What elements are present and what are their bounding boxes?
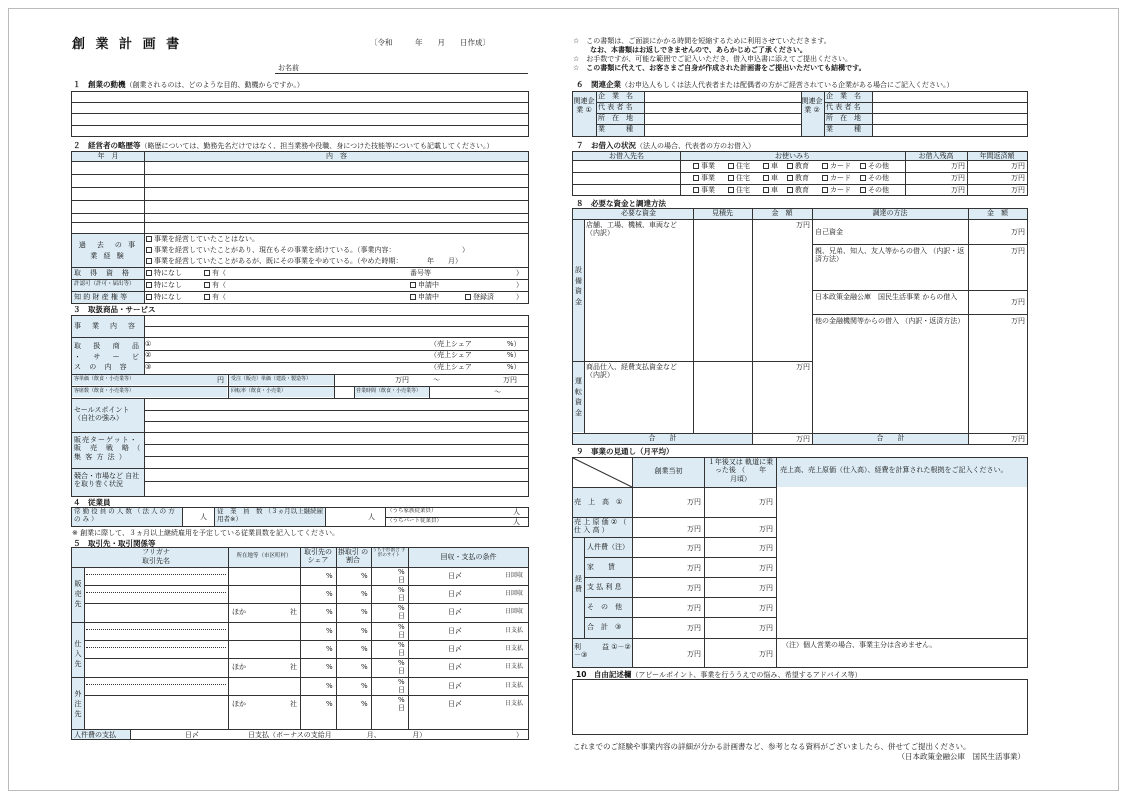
- outlook-sales-label: 売 上 高 ①: [574, 498, 623, 506]
- section-2-heading: ２ 経営者の略歴等（略歴については、勤務先名だけではなく、担当業務や役職、身につけた技能等についても記載してください。）: [73, 141, 494, 150]
- jfc-loan-label: 日本政策金融公庫 国民生活事業 からの借入: [815, 293, 958, 301]
- outlook-other-label: そ の 他: [587, 603, 622, 611]
- outlook-after-unit: 万円: [759, 604, 773, 612]
- loan-2-opt-1[interactable]: 事業: [693, 174, 715, 182]
- partner-cutoff: 日〆: [448, 627, 462, 635]
- loan-1-opt-5[interactable]: カード: [822, 162, 851, 170]
- section-7-heading: ７ お借入の状況（法人の場合、代表者の方のお借入）: [576, 141, 755, 150]
- rel2-company: 企 業 名: [826, 92, 861, 100]
- outlook-after-unit: 万円: [759, 584, 773, 592]
- partner-cutoff: 日〆: [448, 572, 462, 580]
- past-option-1[interactable]: 事業を経営していたことはない。: [146, 235, 259, 243]
- outlook-labor-label: 人件費（注）: [587, 543, 629, 551]
- salary-label: 人件費の支払: [74, 731, 116, 739]
- partner-credit-unit: %: [361, 590, 368, 598]
- outlook-cost-label: 売 上 原 価 ② （ 仕 入 高 ）: [574, 518, 627, 535]
- partner-terms-day: 日支払: [505, 645, 524, 652]
- partner-cutoff: 日〆: [448, 608, 462, 616]
- partner-share-unit: %: [326, 645, 333, 653]
- partner-credit-unit: %: [361, 682, 368, 690]
- partner-share-unit: %: [326, 682, 333, 690]
- loan-1-opt-2[interactable]: 住宅: [728, 162, 750, 170]
- part-staff-label: （うちパート従業員）: [387, 518, 443, 524]
- purchase-partner-label: 仕入先: [74, 640, 82, 668]
- motive-box[interactable]: [71, 91, 529, 137]
- amount2-header: 金 額: [987, 209, 1008, 217]
- partner-site-day: 日: [398, 649, 405, 657]
- loan-3-balance-unit: 万円: [951, 186, 965, 194]
- partner-cutoff: 日〆: [448, 663, 462, 671]
- product-2-share: （売上シェア %）: [430, 351, 521, 359]
- qualification-label: 取 得 資 格: [74, 269, 130, 277]
- own-funds-unit: 万円: [1011, 228, 1025, 236]
- section-8-heading: ８ 必要な資金と調達方法: [576, 199, 666, 208]
- partner-terms-day: 日回収: [505, 590, 524, 597]
- notice-4: ☆ この書類に代えて、お客さまご自身が作成された計画書をご提出いただいても結構です。: [573, 64, 866, 72]
- partner-site-pct: %: [398, 659, 405, 667]
- partner-share-unit: %: [326, 663, 333, 671]
- outlook-table: [572, 457, 1028, 668]
- rel1-rep: 代 表 者 名: [598, 103, 633, 111]
- outlook-start-unit: 万円: [687, 604, 701, 612]
- partner-hoka: ほか: [232, 663, 246, 671]
- partner-site-day: 日: [398, 631, 405, 639]
- jfc-loan-unit: 万円: [1011, 298, 1025, 306]
- permit-close: ）: [516, 281, 523, 289]
- outlook-expenses-label: 経費: [575, 575, 582, 593]
- amount-header: 金 額: [771, 209, 793, 217]
- loan-2-opt-6[interactable]: その他: [860, 174, 889, 182]
- partner-credit-unit: %: [361, 608, 368, 616]
- related-1-label: 関連企業 ①: [573, 97, 595, 115]
- partner-site-pct: %: [398, 623, 405, 631]
- outlook-after-unit: 万円: [759, 525, 773, 533]
- hours-tilde: ～: [494, 388, 501, 396]
- section-3-heading: ３ 取扱商品・サービス: [73, 305, 156, 314]
- partner-site-day: 日: [398, 594, 405, 602]
- partner-sha: 社: [290, 663, 297, 671]
- name-input[interactable]: [305, 62, 525, 73]
- lender-header: お借入先名: [609, 152, 644, 160]
- products-label: 取 扱 商 品 ・ サ ー ビ ス の 内 容: [74, 342, 142, 371]
- credit-ratio-label: 掛取引 の割合: [337, 548, 369, 565]
- outlook-after-unit: 万円: [759, 624, 773, 632]
- permit-applying[interactable]: 申請中: [410, 281, 439, 289]
- partner-site-day: 日: [398, 686, 405, 694]
- avg-label: 回転率（飲食・小売業）: [231, 388, 287, 394]
- salary-terms: 日〆 日支払（ボーナスの支給月 月、 月）: [185, 731, 427, 739]
- past-experience-label: 過 去 の 事 業 経 験: [78, 241, 138, 261]
- loan-3-opt-6[interactable]: その他: [860, 186, 889, 194]
- loan-1-opt-4[interactable]: 教育: [787, 162, 809, 170]
- need-total-unit: 万円: [796, 435, 810, 443]
- outlook-start-unit: 万円: [687, 544, 701, 552]
- partner-sha: 社: [290, 608, 297, 616]
- outlook-after-unit: 万円: [759, 498, 773, 506]
- section-10-heading: 10 自由記述欄（アピールポイント、事業を行ううえでの悩み、希望するアドバイス等）: [576, 670, 862, 679]
- footer-org: （日本政策金融公庫 国民生活事業）: [897, 752, 1025, 761]
- estimate-header: 見積先: [712, 209, 733, 217]
- exec-count-unit: 人: [200, 513, 207, 521]
- outlook-basis-header: 売上高、売上原価（仕入高）、経費を計算された根拠をご記入ください。: [780, 466, 1008, 474]
- outlook-start-unit: 万円: [687, 650, 701, 658]
- loan-3-opt-2[interactable]: 住宅: [728, 186, 750, 194]
- rel2-biz: 業 種: [826, 125, 861, 133]
- partner-credit-unit: %: [361, 663, 368, 671]
- section-9-heading: ９ 事業の見通し（月平均）: [576, 447, 674, 456]
- outlook-start-unit: 万円: [687, 498, 701, 506]
- partner-hoka: ほか: [232, 608, 246, 616]
- partner-terms-day: 日支払: [505, 700, 524, 707]
- family-loan-unit: 万円: [1011, 247, 1025, 255]
- permit-label: 許認可（許可・届出等）: [74, 281, 135, 287]
- product-1-share: （売上シェア %）: [430, 340, 521, 348]
- notice-1: ☆ この書類は、ご面談にかかる時間を短縮するために利用させていただきます。: [573, 37, 831, 45]
- partner-share-unit: %: [326, 700, 333, 708]
- loan-2-opt-4[interactable]: 教育: [787, 174, 809, 182]
- partner-hoka: ほか: [232, 700, 246, 708]
- turnover-tilde: ～: [433, 376, 440, 384]
- partner-site-day: 日: [398, 667, 405, 675]
- outlook-interest-label: 支 払 利 息: [587, 583, 622, 591]
- partner-credit-unit: %: [361, 627, 368, 635]
- product-3-share: （売上シェア %）: [430, 363, 521, 371]
- terms-label: 回収・支払の条件: [440, 553, 497, 561]
- product-3[interactable]: ③: [145, 363, 152, 371]
- working-funds-desc: 商品仕入、経費支払資金など （内訳）: [586, 363, 677, 380]
- outlook-after-unit: 万円: [759, 650, 773, 658]
- outlook-start-unit: 万円: [687, 564, 701, 572]
- partner-site-day: 日: [398, 612, 405, 620]
- unit-price-yen: 円: [217, 376, 224, 384]
- unit-price-label: 客単価（飲食・小売業等）: [74, 376, 135, 382]
- competition-label: 競合・市場など 自社を取り巻く状況: [74, 472, 140, 489]
- method-total-unit: 万円: [1011, 435, 1025, 443]
- partner-site-pct: %: [398, 604, 405, 612]
- outlook-after-unit: 万円: [759, 564, 773, 572]
- partner-terms-day: 日支払: [505, 682, 524, 689]
- related-2-label: 関連企業 ②: [801, 97, 823, 115]
- family-loan-label: 親、兄弟、知人、友人等からの借入 （内訳・返済方法）: [815, 247, 965, 264]
- outlook-subtotal-label: 合 計 ③: [587, 623, 622, 631]
- outlook-start-unit: 万円: [687, 525, 701, 533]
- rel1-biz: 業 種: [598, 125, 633, 133]
- rel1-addr: 所 在 地: [598, 114, 633, 122]
- loan-1-opt-3[interactable]: 車: [763, 162, 778, 170]
- partner-terms-day: 日支払: [505, 627, 524, 634]
- qual-close: ）: [516, 269, 523, 277]
- outlook-after-header: １年後又は 軌道に乗った後 （ 年 月頃）: [707, 458, 781, 483]
- working-funds-label: 運転資金: [575, 377, 582, 417]
- partner-share-label: 取引先の シェア: [304, 548, 332, 565]
- qual-yes[interactable]: 有（: [204, 269, 226, 277]
- partner-share-unit: %: [326, 627, 333, 635]
- section-5-heading: ５ 取引先・取引関係等: [73, 539, 156, 548]
- partner-site-pct: %: [398, 568, 405, 576]
- loan-2-opt-5[interactable]: カード: [822, 174, 851, 182]
- loan-3-opt-3[interactable]: 車: [763, 186, 778, 194]
- notice-3: ☆ お手数ですが、可能な範囲でご記入いただき、借入申込書に添えてご提出ください。: [573, 55, 852, 63]
- turnover-man-yen-2: 万円: [503, 376, 517, 384]
- partner-site-pct: %: [398, 696, 405, 704]
- outlook-note: （注）個人営業の場合、事業主分は含めません。: [782, 641, 937, 649]
- need-header: 必要な資金: [621, 209, 656, 217]
- employees-note: ※ 創業に際して、３ヵ月以上継続雇用を予定している従業員数を記入してください。: [72, 529, 339, 537]
- ip-yes[interactable]: 有（: [204, 293, 226, 301]
- furigana-label: フリガナ: [142, 548, 170, 556]
- partner-terms-day: 日回収: [505, 572, 524, 579]
- location-label: 所在地等（市区町村）: [236, 553, 292, 559]
- loan-3-opt-5[interactable]: カード: [822, 186, 851, 194]
- ip-label: 知 的 財 産 権 等: [74, 293, 128, 301]
- partner-site-day: 日: [398, 576, 405, 584]
- outlook-start-header: 創業当初: [654, 467, 683, 475]
- name-line: [275, 73, 528, 74]
- loan-1-annual-unit: 万円: [1011, 162, 1025, 170]
- ip-close: ）: [516, 293, 523, 301]
- partner-cutoff: 日〆: [448, 682, 462, 690]
- outlook-start-unit: 万円: [687, 584, 701, 592]
- other-loan-unit: 万円: [1011, 317, 1025, 325]
- partner-site-pct: %: [398, 641, 405, 649]
- salary-close: ）: [516, 731, 523, 739]
- partner-cutoff: 日〆: [448, 645, 462, 653]
- notice-2: なお、本書類はお返しできませんので、あらかじめご了承ください。: [590, 46, 807, 54]
- rel2-addr: 所 在 地: [826, 114, 861, 122]
- outlook-rent-label: 家 賃: [587, 563, 615, 571]
- seats-label: 客席数（飲食・小売業等）: [74, 388, 135, 394]
- partner-terms-day: 日支払: [505, 663, 524, 670]
- outlook-corner-diagonal: [573, 458, 632, 487]
- partner-sha: 社: [290, 700, 297, 708]
- past-option-2[interactable]: 事業を経営していたことがあり、現在もその事業を続けている。（事業内容： ）: [146, 246, 469, 254]
- hours-label: 営業時間（飲食・小売業等）: [356, 388, 422, 394]
- col-year: 年 月: [97, 152, 119, 160]
- outlook-profit-label: 利 益 ①－②－③: [574, 643, 631, 660]
- qual-none[interactable]: 特になし: [146, 269, 182, 277]
- method-total-label: 合 計: [876, 434, 905, 442]
- equipment-funds-desc: 店舗、工場、機械、車両など （内訳）: [586, 221, 677, 238]
- part-staff-unit: 人: [513, 518, 520, 526]
- creation-date: 〔令和 年 月 日作成〕: [370, 38, 490, 47]
- name-label: お名前: [278, 64, 299, 72]
- partner-site-day: 日: [398, 704, 405, 712]
- staff-count-label: 従 業 員 数 （３ヵ月以上継続雇用者※）: [217, 507, 324, 523]
- balance-header: お借入残高: [918, 152, 954, 160]
- partner-share-unit: %: [326, 590, 333, 598]
- col-content: 内 容: [326, 152, 347, 160]
- rel1-company: 企 業 名: [598, 92, 633, 100]
- method-header: 調達の方法: [872, 209, 908, 217]
- sales-point-label: セールスポイント （自社の強み）: [74, 406, 130, 423]
- loan-2-opt-2[interactable]: 住宅: [728, 174, 750, 182]
- annual-header: 年間返済額: [979, 152, 1015, 160]
- need-total-label: 合 計: [648, 434, 677, 442]
- sales-partner-label: 販売先: [74, 580, 82, 608]
- outlook-start-unit: 万円: [687, 624, 701, 632]
- loan-3-opt-1[interactable]: 事業: [693, 186, 715, 194]
- family-staff-unit: 人: [513, 508, 520, 516]
- equipment-amount-unit: 万円: [796, 221, 810, 229]
- own-funds-label: 自己資金: [815, 228, 843, 236]
- partner-cutoff: 日〆: [448, 590, 462, 598]
- rel2-rep: 代 表 者 名: [826, 103, 861, 111]
- family-staff-label: （うち家族従業員）: [387, 508, 437, 514]
- footer-note: これまでのご経験や事業内容の詳細が分かる計画書など、参考となる資料がございましたら、併せてご提出ください。: [573, 742, 971, 751]
- partner-site-pct: %: [398, 678, 405, 686]
- ip-registered[interactable]: 登録済: [465, 293, 494, 301]
- form-title: 創 業 計 画 書: [72, 37, 183, 52]
- partner-name-label: 取引先名: [142, 557, 170, 565]
- past-option-3[interactable]: 事業を経営していたことがあるが、既にその事業をやめている。（やめた時期： 年 月）: [146, 257, 462, 265]
- loan-1-balance-unit: 万円: [951, 162, 965, 170]
- partner-share-unit: %: [326, 608, 333, 616]
- section-6-heading: ６ 関連企業（お申込人もしくは法人代表者または配偶者の方がご経営されている企業がある場合にご記入ください。）: [576, 80, 954, 89]
- section-4-heading: ４ 従業員: [73, 498, 111, 507]
- product-1[interactable]: ①: [145, 340, 152, 348]
- loan-3-opt-4[interactable]: 教育: [787, 186, 809, 194]
- staff-count-unit: 人: [368, 513, 375, 521]
- outsource-partner-label: 外注先: [74, 690, 82, 718]
- partner-terms-day: 日回収: [505, 608, 524, 615]
- partner-credit-unit: %: [361, 645, 368, 653]
- loan-1-opt-6[interactable]: その他: [860, 162, 889, 170]
- turnover-man-yen-1: 万円: [395, 376, 409, 384]
- free-text-box[interactable]: [572, 679, 1028, 735]
- section-1-heading: １ 創業の動機（創業されるのは、どのような目的、動機からですか。）: [73, 80, 304, 89]
- other-loan-label: 他の金融機関等からの借入 （内訳・返済方法）: [815, 317, 965, 325]
- business-label: 事 業 内 容: [74, 322, 137, 330]
- exec-count-label: 常 勤 役 員 の 人 数 （ 法 人 の 方 の み ）: [74, 507, 175, 523]
- qual-number-label: 番号等: [410, 269, 431, 277]
- product-2[interactable]: ②: [145, 351, 152, 359]
- outlook-after-unit: 万円: [759, 544, 773, 552]
- loan-2-annual-unit: 万円: [1011, 174, 1025, 182]
- purpose-header: お使いみち: [775, 152, 810, 160]
- loan-2-opt-3[interactable]: 車: [763, 174, 778, 182]
- target-label: 販売ターゲット・ 販 売 戦 略 （ 集 客 方 法 ）: [74, 436, 142, 461]
- bill-site-label: うち手形割合 手形のサイト: [372, 548, 406, 559]
- partner-share-unit: %: [326, 572, 333, 580]
- ip-applying[interactable]: 申請中: [410, 293, 439, 301]
- partner-cutoff: 日〆: [448, 700, 462, 708]
- loan-3-annual-unit: 万円: [1011, 186, 1025, 194]
- partner-credit-unit: %: [361, 700, 368, 708]
- ip-none[interactable]: 特になし: [146, 293, 182, 301]
- permit-yes[interactable]: 有（: [204, 281, 226, 289]
- turnover-label: 受注（販売）単価（建設・製造等）: [231, 376, 312, 382]
- equipment-funds-label: 設備資金: [575, 266, 582, 306]
- partner-credit-unit: %: [361, 572, 368, 580]
- loan-1-opt-1[interactable]: 事業: [693, 162, 715, 170]
- loan-2-balance-unit: 万円: [951, 174, 965, 182]
- permit-none[interactable]: 特になし: [146, 281, 182, 289]
- working-amount-unit: 万円: [796, 363, 810, 371]
- partner-site-pct: %: [398, 586, 405, 594]
